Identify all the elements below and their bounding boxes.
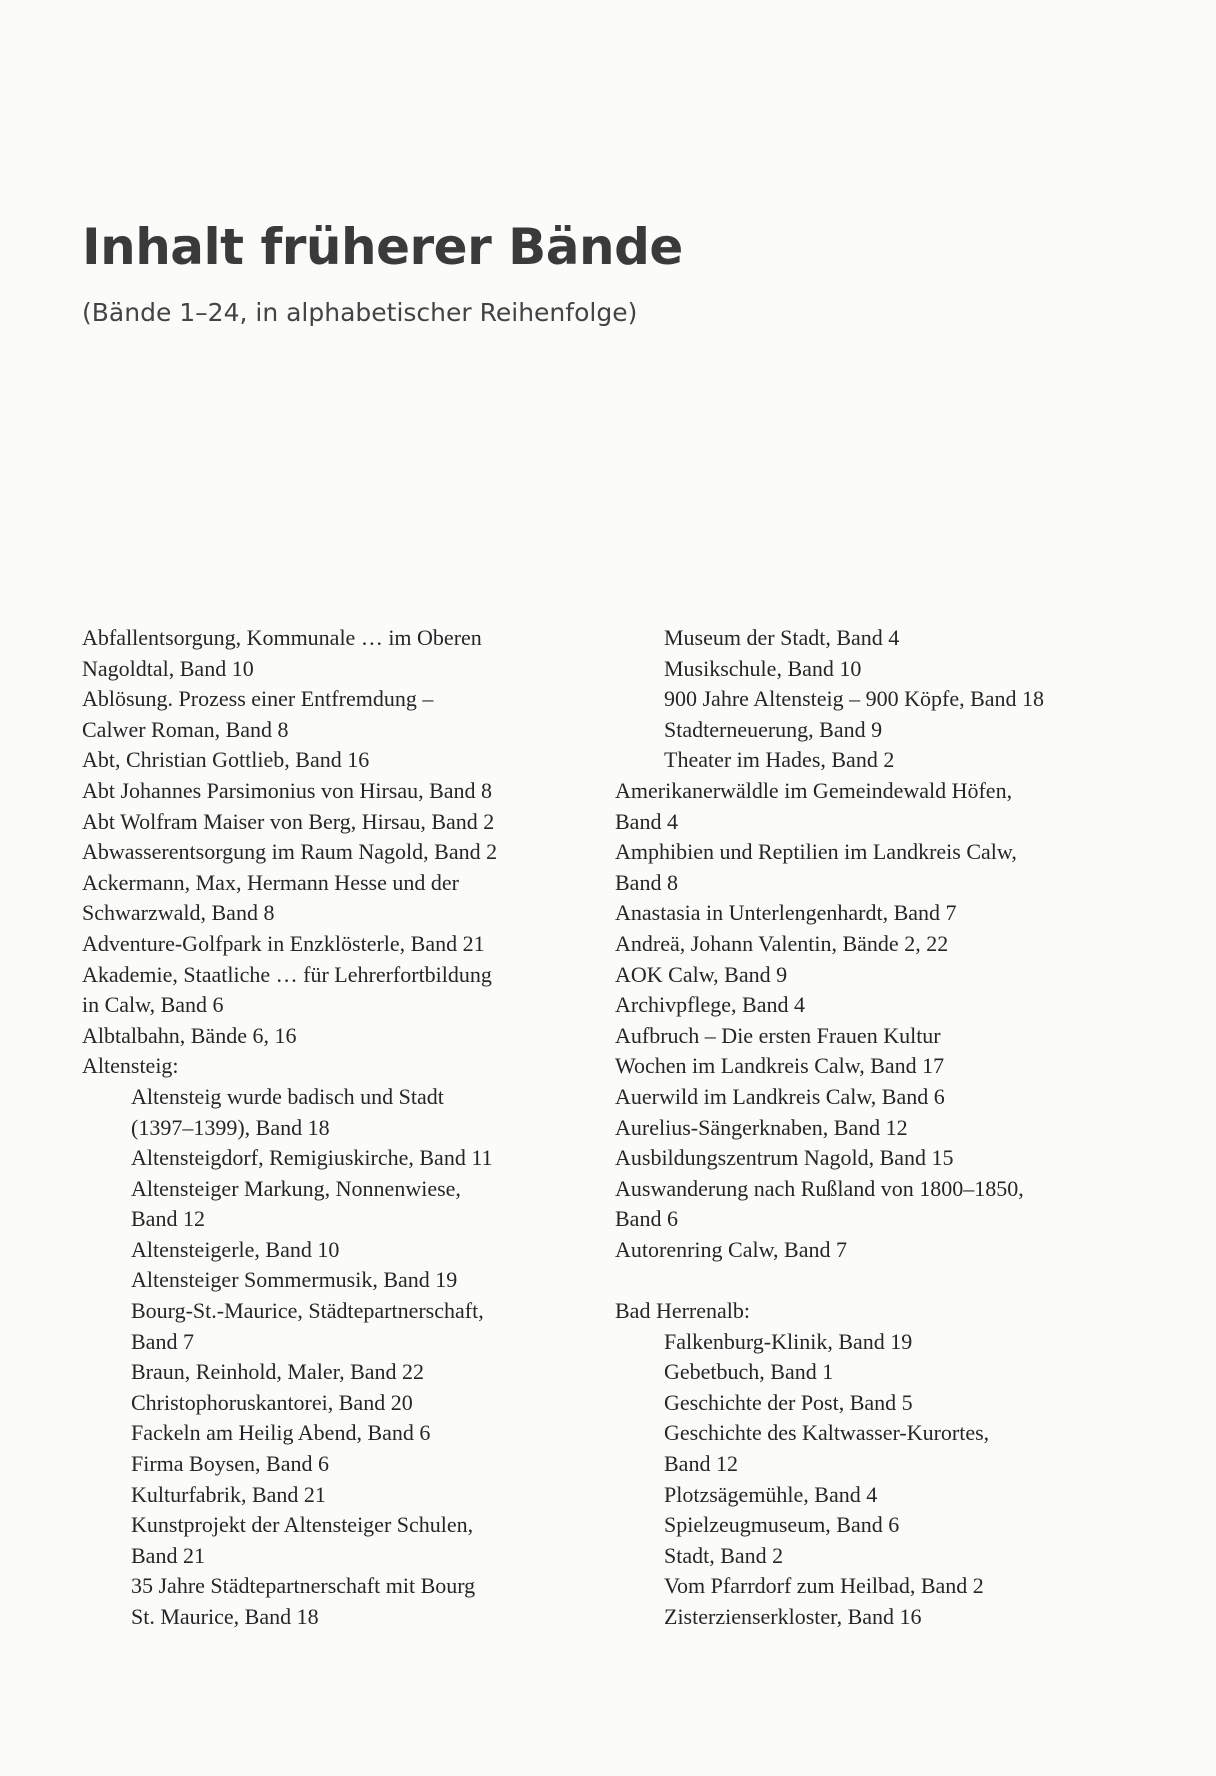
index-entry-line: Band 21 — [131, 1542, 205, 1568]
index-subentry — [82, 1235, 582, 1266]
index-entry-line: Stadt, Band 2 — [664, 1542, 784, 1568]
index-subentry — [82, 1357, 582, 1388]
index-subentry — [615, 1602, 1115, 1633]
index-entry-line: Geschichte der Post, Band 5 — [664, 1389, 913, 1415]
index-entry-line: Auswanderung nach Rußland von 1800–1850, — [615, 1175, 1024, 1201]
index-entry — [82, 684, 582, 745]
index-entry-line: Altensteiger Sommermusik, Band 19 — [131, 1267, 458, 1293]
index-entry-line: Auerwild im Landkreis Calw, Band 6 — [615, 1083, 945, 1109]
index-entry-line: Museum der Stadt, Band 4 — [664, 625, 900, 650]
index-subentry — [82, 1296, 582, 1357]
index-entry-line: Altensteig wurde badisch und Stadt — [131, 1083, 444, 1109]
index-entry-line: St. Maurice, Band 18 — [131, 1604, 319, 1629]
section-gap — [615, 1265, 1115, 1296]
index-entry-line: Zisterzienserkloster, Band 16 — [664, 1604, 922, 1629]
index-entry-line: Band 6 — [615, 1206, 678, 1232]
index-entry — [82, 837, 582, 868]
index-entry-line: Geschichte des Kaltwasser-Kurortes, — [664, 1420, 990, 1446]
index-subentry — [615, 1541, 1115, 1572]
index-entry-line: Band 7 — [131, 1328, 194, 1354]
index-entry — [82, 745, 582, 776]
index-entry-line: Ablösung. Prozess einer Entfremdung – — [82, 686, 434, 712]
index-entry — [615, 960, 1115, 991]
index-entry-line: 900 Jahre Altensteig – 900 Köpfe, Band 18 — [664, 686, 1045, 712]
index-subentry — [82, 1449, 582, 1480]
index-entry — [82, 807, 582, 838]
index-entry-line: Vom Pfarrdorf zum Heilbad, Band 2 — [664, 1573, 984, 1599]
index-entry-line: Bad Herrenalb: — [615, 1298, 750, 1324]
index-entry — [82, 868, 582, 929]
index-subentry — [615, 1480, 1115, 1511]
index-entry-line: Aurelius-Sängerknaben, Band 12 — [615, 1114, 908, 1140]
index-entry — [615, 1296, 1115, 1327]
index-subentry — [82, 1082, 582, 1143]
index-entry — [82, 776, 582, 807]
index-entry — [615, 1235, 1115, 1266]
index-entry-line: Kunstprojekt der Altensteiger Schulen, — [131, 1512, 474, 1538]
index-entry-line: Nagoldtal, Band 10 — [82, 655, 254, 681]
index-subentry — [615, 623, 1115, 654]
page-title: Inhalt früherer Bände — [82, 218, 683, 276]
index-entry-line: Band 12 — [131, 1206, 205, 1232]
index-subentry — [82, 1571, 582, 1632]
index-entry-line: Firma Boysen, Band 6 — [131, 1451, 329, 1477]
index-entry-line: Anastasia in Unterlengenhardt, Band 7 — [615, 900, 957, 926]
index-entry-line: Adventure-Golfpark in Enzklösterle, Band 21 — [82, 930, 485, 956]
index-entry-line: Altensteig: — [82, 1053, 179, 1079]
index-entry-line: Wochen im Landkreis Calw, Band 17 — [615, 1053, 945, 1079]
index-entry-line: Braun, Reinhold, Maler, Band 22 — [131, 1359, 425, 1385]
index-subentry — [82, 1174, 582, 1235]
index-entry-line: Archivpflege, Band 4 — [615, 992, 805, 1018]
index-entry-line: Altensteigdorf, Remigiuskirche, Band 11 — [131, 1145, 493, 1171]
index-entry — [82, 1021, 582, 1052]
index-entry — [615, 776, 1115, 837]
index-entry-line: Altensteigerle, Band 10 — [131, 1236, 340, 1262]
index-entry-line: Aufbruch – Die ersten Frauen Kultur — [615, 1022, 941, 1048]
index-entry-line: Ausbildungszentrum Nagold, Band 15 — [615, 1145, 954, 1171]
index-subentry — [615, 1510, 1115, 1541]
index-entry-line: Band 4 — [615, 808, 678, 834]
index-entry-line: Abwasserentsorgung im Raum Nagold, Band 2 — [82, 839, 498, 865]
index-entry-line: Amphibien und Reptilien im Landkreis Calw, — [615, 839, 1017, 865]
index-entry-line: Altensteiger Markung, Nonnenwiese, — [131, 1175, 461, 1201]
index-entry — [82, 929, 582, 960]
index-entry-line: AOK Calw, Band 9 — [615, 961, 788, 987]
index-entry — [615, 898, 1115, 929]
index-entry — [615, 837, 1115, 898]
index-entry — [615, 1174, 1115, 1235]
index-entry — [82, 960, 582, 1021]
index-entry — [615, 1021, 1115, 1082]
index-entry — [615, 990, 1115, 1021]
index-entry-line: Schwarzwald, Band 8 — [82, 900, 275, 926]
page-subtitle: (Bände 1–24, in alphabetischer Reihenfolge) — [82, 298, 638, 327]
index-entry-line: Ackermann, Max, Hermann Hesse und der — [82, 869, 459, 895]
index-entry-line: Fackeln am Heilig Abend, Band 6 — [131, 1420, 431, 1446]
index-subentry — [82, 1510, 582, 1571]
index-subentry — [82, 1418, 582, 1449]
index-entry-line: (1397–1399), Band 18 — [131, 1114, 330, 1140]
index-entry-line: in Calw, Band 6 — [82, 992, 224, 1018]
index-entry-line: Band 8 — [615, 869, 678, 895]
index-entry-line: Theater im Hades, Band 2 — [664, 747, 895, 773]
index-entry — [615, 929, 1115, 960]
index-entry-line: Andreä, Johann Valentin, Bände 2, 22 — [615, 930, 949, 956]
index-subentry — [615, 1388, 1115, 1419]
index-subentry — [615, 1327, 1115, 1358]
index-entry-line: Abt Johannes Parsimonius von Hirsau, Band 8 — [82, 777, 493, 803]
index-subentry — [82, 1265, 582, 1296]
index-subentry — [615, 1418, 1115, 1479]
index-entry-line: 35 Jahre Städtepartnerschaft mit Bourg — [131, 1573, 476, 1599]
index-entry — [615, 1143, 1115, 1174]
index-entry-line: Gebetbuch, Band 1 — [664, 1359, 834, 1385]
index-entry — [82, 623, 582, 684]
index-entry-line: Amerikanerwäldle im Gemeindewald Höfen, — [615, 777, 1013, 803]
index-subentry — [82, 1480, 582, 1511]
index-subentry — [615, 1571, 1115, 1602]
index-subentry — [615, 1357, 1115, 1388]
index-subentry — [82, 1388, 582, 1419]
index-entry — [82, 1051, 582, 1082]
index-entry-line: Abt Wolfram Maiser von Berg, Hirsau, Band 2 — [82, 808, 495, 834]
index-entry-line: Akademie, Staatliche … für Lehrerfortbildung — [82, 961, 492, 987]
left-column — [82, 623, 582, 1633]
index-entry-line: Stadterneuerung, Band 9 — [664, 716, 883, 742]
index-entry-line: Kulturfabrik, Band 21 — [131, 1481, 326, 1507]
index-subentry — [615, 745, 1115, 776]
index-entry-line: Plotzsägemühle, Band 4 — [664, 1481, 878, 1507]
index-entry-line: Abt, Christian Gottlieb, Band 16 — [82, 747, 370, 773]
index-entry-line: Bourg-St.-Maurice, Städtepartnerschaft, — [131, 1298, 484, 1324]
index-entry-line: Falkenburg-Klinik, Band 19 — [664, 1328, 913, 1354]
index-entry-line: Calwer Roman, Band 8 — [82, 716, 289, 742]
index-subentry — [615, 715, 1115, 746]
index-entry — [615, 1113, 1115, 1144]
index-entry-line: Abfallentsorgung, Kommunale … im Oberen — [82, 625, 482, 650]
index-entry-line: Musikschule, Band 10 — [664, 655, 862, 681]
index-entry-line: Autorenring Calw, Band 7 — [615, 1236, 847, 1262]
index-entry-line: Albtalbahn, Bände 6, 16 — [82, 1022, 297, 1048]
index-entry-line: Spielzeugmuseum, Band 6 — [664, 1512, 900, 1538]
index-entry-line: Band 12 — [664, 1451, 738, 1477]
index-subentry — [82, 1143, 582, 1174]
index-entry-line: Christophoruskantorei, Band 20 — [131, 1389, 413, 1415]
index-entry — [615, 1082, 1115, 1113]
right-column — [615, 623, 1115, 1633]
index-subentry — [615, 654, 1115, 685]
index-subentry — [615, 684, 1115, 715]
